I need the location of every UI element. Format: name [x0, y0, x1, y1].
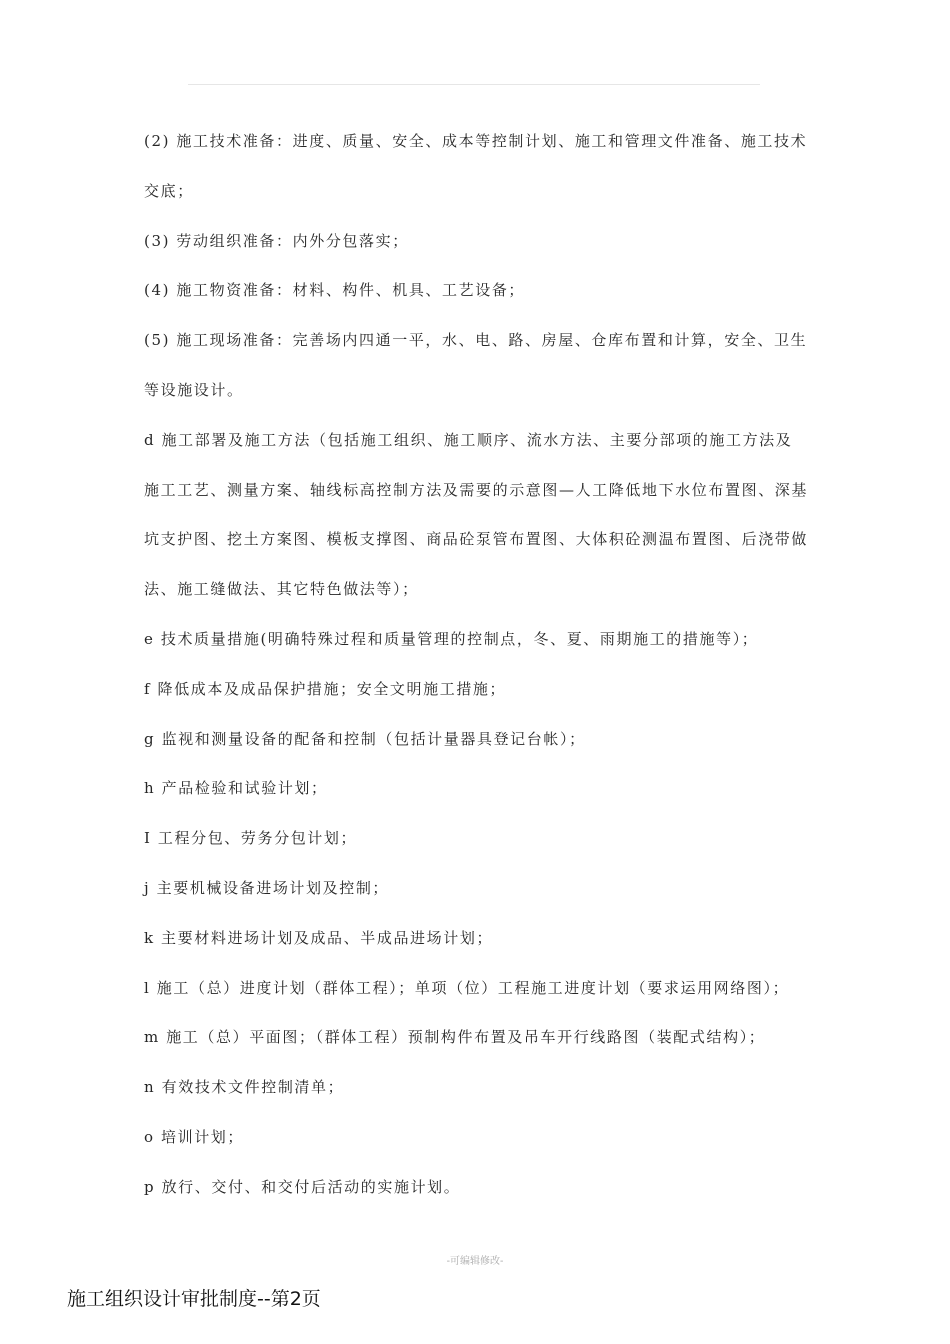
- text-line: d 施工部署及施工方法（包括施工组织、施工顺序、流水方法、主要分部项的施工方法及: [144, 430, 793, 449]
- text-line: 施工工艺、测量方案、轴线标高控制方法及需要的示意图—人工降低地下水位布置图、深基: [144, 480, 809, 499]
- text-line: (5) 施工现场准备：完善场内四通一平，水、电、路、房屋、仓库布置和计算，安全、卫生: [144, 331, 808, 350]
- text-line: 法、施工缝做法、其它特色做法等）；: [144, 580, 419, 599]
- text-line: k 主要材料进场计划及成品、半成品进场计划；: [144, 928, 494, 947]
- text-line: j 主要机械设备进场计划及控制；: [144, 878, 390, 897]
- page-caption: 施工组织设计审批制度--第2页: [67, 1288, 321, 1310]
- footer-note: -可编辑修改-: [446, 1256, 504, 1267]
- text-line: m 施工（总）平面图；（群体工程）预制构件布置及吊车开行线路图（装配式结构）；: [144, 1028, 766, 1047]
- text-line: l 施工（总）进度计划（群体工程）；单项（位）工程施工进度计划（要求运用网络图）；: [144, 978, 790, 997]
- text-line: I 工程分包、劳务分包计划；: [144, 829, 358, 848]
- text-line: (3) 劳动组织准备：内外分包落实；: [144, 231, 409, 250]
- text-line: p 放行、交付、和交付后活动的实施计划。: [144, 1177, 461, 1196]
- text-line: o 培训计划；: [144, 1127, 244, 1146]
- text-line: n 有效技术文件控制清单；: [144, 1078, 345, 1097]
- text-line: e 技术质量措施(明确特殊过程和质量管理的控制点，冬、夏、雨期施工的措施等）；: [144, 629, 759, 648]
- text-line: 交底；: [144, 181, 194, 200]
- header-divider: [188, 84, 760, 85]
- text-line: f 降低成本及成品保护措施；安全文明施工措施；: [144, 679, 507, 698]
- text-line: h 产品检验和试验计划；: [144, 779, 328, 798]
- text-line: g 监视和测量设备的配备和控制（包括计量器具登记台帐）；: [144, 729, 586, 748]
- text-line: (4) 施工物资准备：材料、构件、机具、工艺设备；: [144, 281, 526, 300]
- document-body: [144, 126, 824, 1222]
- text-line: 坑支护图、挖土方案图、模板支撑图、商品砼泵管布置图、大体积砼测温布置图、后浇带做: [144, 530, 809, 549]
- text-line: (2) 施工技术准备：进度、质量、安全、成本等控制计划、施工和管理文件准备、施工技术: [144, 132, 808, 150]
- text-line: 等设施设计。: [144, 380, 244, 399]
